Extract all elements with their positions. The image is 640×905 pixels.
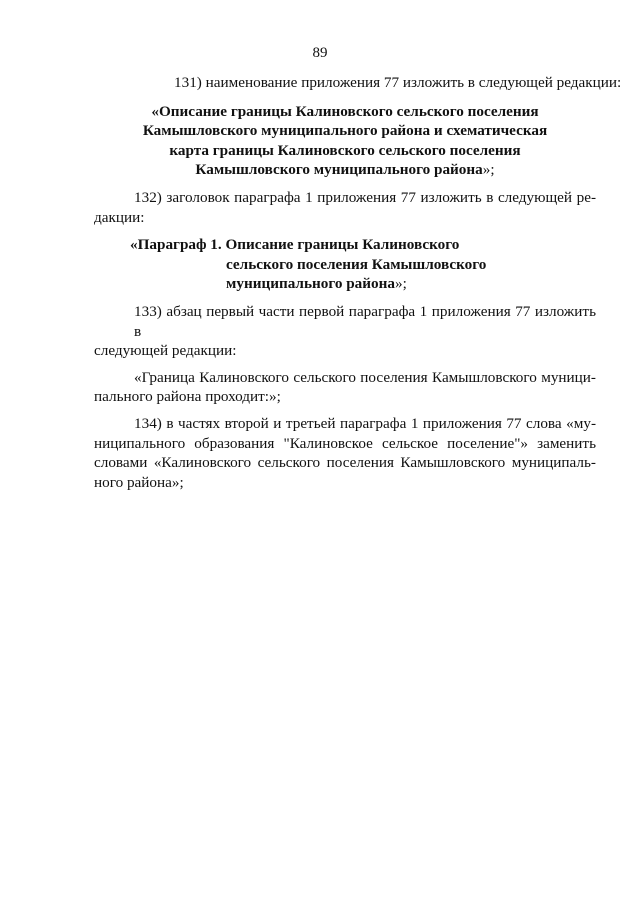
item-134-line-1: 134) в частях второй и третьей параграфа 1 приложения 77 слова «му- xyxy=(134,414,596,432)
item-134-line-4: ного района»; xyxy=(94,473,184,491)
heading-132-line-3-text: муниципального района xyxy=(226,275,395,293)
heading-132-line-2: сельского поселения Камышловского xyxy=(226,255,487,273)
heading-132 xyxy=(94,235,596,294)
document-body xyxy=(94,73,622,492)
item-131-text: 131) наименование приложения 77 изложить в следующей редакции: xyxy=(174,74,622,91)
spacer xyxy=(94,407,596,414)
title-131 xyxy=(94,102,596,180)
item-132-line-2: дакции: xyxy=(94,208,145,226)
heading-132-suffix: »; xyxy=(394,275,407,293)
heading-132-line-1: «Параграф 1. Описание границы Калиновского xyxy=(130,236,460,254)
spacer xyxy=(94,361,596,368)
item-134 xyxy=(94,414,596,492)
title-131-line-4-text: Камышловского муниципального района xyxy=(195,161,483,179)
item-133-line-1: 133) абзац первый части первой параграфа 1 приложения 77 изложить в xyxy=(134,302,596,340)
item-132 xyxy=(94,188,596,227)
title-131-line-1: «Описание границы Калиновского сельского поселения xyxy=(151,102,539,120)
title-131-suffix: »; xyxy=(482,161,495,179)
title-131-line-2: Камышловского муниципального района и схематическая xyxy=(142,122,548,140)
item-134-line-3: словами «Калиновского сельского поселения Камышловского муниципаль- xyxy=(94,454,596,472)
item-133 xyxy=(94,302,596,361)
quote-133-line-1: «Граница Калиновского сельского поселения Камышловского муници- xyxy=(134,368,596,386)
item-131 xyxy=(94,73,622,93)
item-132-line-1: 132) заголовок параграфа 1 приложения 77 изложить в следующей ре- xyxy=(134,188,596,206)
quote-133 xyxy=(94,368,596,407)
heading-132-line-3 xyxy=(94,274,596,294)
title-131-line-3: карта границы Калиновского сельского поселения xyxy=(169,141,521,159)
title-131-line-4 xyxy=(94,160,596,180)
page-number: 89 xyxy=(312,45,328,61)
item-134-line-2: ниципального образования "Калиновское сельское поселение"» заменить xyxy=(94,434,596,452)
quote-133-line-2: пального района проходит:»; xyxy=(94,388,281,406)
item-133-line-2: следующей редакции: xyxy=(94,342,237,360)
